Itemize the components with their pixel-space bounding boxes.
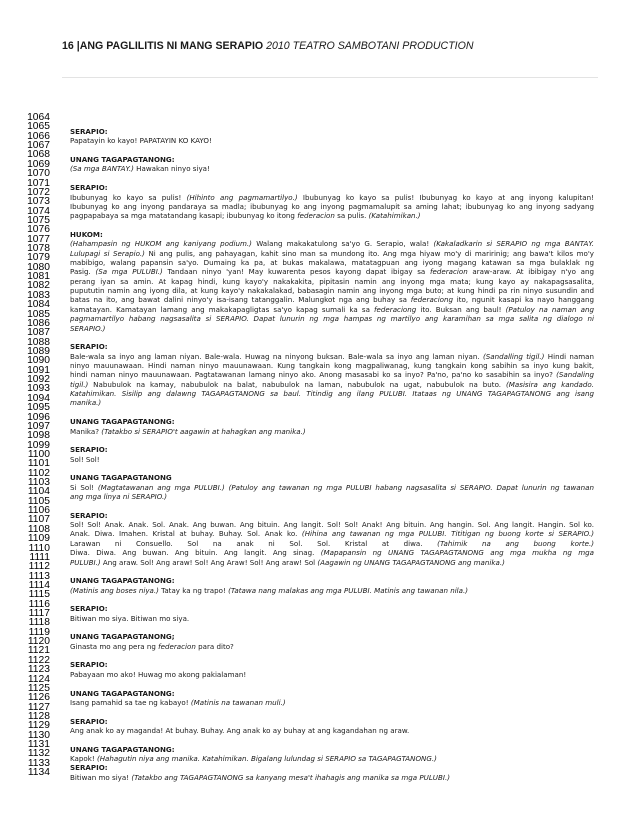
- dialogue-text: Manika?: [70, 426, 102, 436]
- stage-direction: (Tatakbo si SERAPIO't aagawin at hahagkan ang manika.): [101, 426, 306, 436]
- line-number: 1133: [27, 757, 50, 769]
- dialogue-text: batas na ito, ang bawat dalini ninyo'y isa-isang tatanggalin. Malungkot nga ang buhay sa: [70, 295, 411, 305]
- stage-direction: Katahimikan. Sisilip ang dalawng TAGAPAGTANONG sa baul. Titindig ang ilang PULUBI. Itataas ng UNANG TAGAPAGTANONG ang isang: [70, 389, 594, 399]
- dialogue-line: [70, 529, 594, 538]
- dialogue-line: [70, 258, 594, 267]
- line-number: 1089: [27, 345, 50, 357]
- dialogue-text: Ibubunyag ko kayo sa pulis!: [70, 192, 187, 202]
- stage-direction: (Hihinto ang pagmamartilyo.): [186, 192, 298, 202]
- line-number: 1065: [27, 121, 50, 133]
- stage-direction: federaciong: [374, 304, 417, 314]
- dialogue-line: [70, 389, 594, 398]
- dialogue-text: Larawan ni Consuello. Sol na anak ni Sol. Sol. Kristal at diwa.: [70, 538, 438, 548]
- line-number: 1116: [28, 598, 50, 610]
- dialogue-text: hindi naman ninyo mauunawaan. Pagtatawanan lamang ninyo ako. Anong masasabi ko sa inyo? Pa'no, pa'no ko sasabihin sa inyo?: [70, 370, 557, 380]
- stage-direction: (Tatakbo ang TAGAPAGTANONG sa kanyang mesa't ihahagis ang manika sa mga PULUBI.): [131, 772, 450, 782]
- stage-direction: (Katahimikan.): [368, 211, 421, 221]
- stage-direction: (Masisira ang kandado.: [506, 379, 594, 389]
- line-number: 1096: [27, 411, 50, 423]
- line-number: 1078: [27, 243, 50, 255]
- blank-line: [70, 567, 594, 576]
- dialogue-text: mabibigo, walang papansin sa'yo. Dumaing ka pa, at bukas makalawa, matatagpuan ang iyong magang katawan sa mga bulaklak ng: [70, 258, 594, 268]
- speaker-name: SERAPIO:: [70, 127, 108, 136]
- dialogue-text: Nabubulok na kamay, nabubulok na balat, nabubulok na laman, nabubulok na ugat, nabubulok na buto.: [88, 379, 507, 389]
- dialogue-text: pupututin namin ang iyong dila, at kung kayo'y nakakalakad, babasagin namin ang inyong mga buto; at kung hindi pa rin ninyo susundin and: [70, 286, 594, 296]
- stage-direction: (Hahampasin ng HUKOM ang kaniyang podium.): [70, 239, 252, 249]
- dialogue-line: [70, 164, 594, 173]
- line-number: 1102: [27, 467, 50, 479]
- stage-direction: (Kakaladkarin si SERAPIO ng mga BANTAY.: [433, 239, 594, 249]
- speaker-name: UNANG TAGAPAGTANONG:: [70, 744, 175, 754]
- line-number: 1087: [27, 327, 50, 339]
- line-number: 1091: [27, 364, 50, 376]
- line-number: 1073: [27, 196, 50, 208]
- speaker-name: HUKOM:: [70, 229, 103, 239]
- dialogue-line: [70, 614, 594, 623]
- document-title: |ANG PAGLILITIS NI MANG SERAPIO: [76, 40, 264, 52]
- stage-direction: federaciong: [410, 295, 453, 305]
- line-number: 1067: [27, 140, 50, 152]
- dialogue-line: [70, 249, 594, 258]
- dialogue-text: Pasig.: [70, 267, 96, 277]
- dialogue-text: kamatayan. Kamatayan lamang ang makakapagligtas sa'yo kapag sumali ka sa: [70, 304, 375, 314]
- line-number: 1085: [27, 308, 50, 320]
- stage-direction: (Patuloy ang tawanan ng mga PULUBI habang nagsasalita si SERAPIO. Dapat lunurin ng tawanan: [228, 482, 594, 492]
- line-number: 1128: [27, 711, 50, 722]
- dialogue-line: [70, 211, 594, 220]
- dialogue-text: Sol! Sol!: [70, 454, 100, 464]
- blank-line: [70, 707, 594, 716]
- stage-direction: (Sa mga PULUBI.): [95, 267, 163, 277]
- dialogue-text: ninyo mauunawaan. Hindi naman ninyo mauunawaan. Kung tangkain kong magpaliwanag, kung tangkain kong sabihin sa inyo kung bakit,: [70, 360, 594, 370]
- line-number: 1070: [27, 168, 50, 180]
- speaker-name: UNANG TAGAPAGTANONG:: [70, 155, 175, 165]
- line-number: 1105: [27, 495, 50, 507]
- speaker-name: UNANG TAGAPAGTANONG:: [70, 688, 175, 698]
- dialogue-text: Tatay ka ng trapo!: [158, 585, 229, 595]
- blank-line: [70, 408, 594, 417]
- dialogue-text: Bitiwan mo siya!: [70, 772, 132, 782]
- line-number: 1110: [28, 542, 50, 554]
- dialogue-line: [70, 455, 594, 464]
- stage-direction: (Sa mga BANTAY.): [70, 164, 134, 174]
- line-number: 1088: [27, 336, 50, 348]
- line-number: 1071: [27, 177, 50, 189]
- line-number: 1104: [27, 486, 50, 498]
- page-number: 16: [62, 40, 74, 52]
- line-number: 1068: [27, 149, 50, 161]
- dialogue-text: Walang makakatulong sa'yo G. Serapio, wala!: [251, 239, 434, 249]
- blank-line: [70, 146, 594, 155]
- dialogue-line: [70, 492, 594, 501]
- speaker-name: UNANG TAGAPAGTANONG: [70, 473, 172, 483]
- speaker-name: SERAPIO:: [70, 183, 108, 193]
- stage-direction: (Sandalling tigil.): [482, 351, 545, 361]
- stage-direction: (Sandaling: [556, 370, 594, 380]
- dialogue-text: Ang araw. Sol! Ang araw! Sol! Ang Araw! Sol! Ang araw! Sol: [100, 557, 318, 567]
- blank-line: [70, 436, 594, 445]
- stage-direction: SERAPIO.): [70, 323, 106, 333]
- line-number: 1074: [27, 205, 50, 217]
- dialogue-line: [70, 193, 594, 202]
- dialogue-line: [70, 558, 594, 567]
- dialogue-line: [70, 670, 594, 679]
- speaker-name: UNANG TAGAPAGTANONG;: [70, 632, 175, 642]
- line-number: 1131: [27, 739, 50, 751]
- stage-direction: (Tatawa nang malakas ang mga PULUBI. Matinis ang tawanan nila.): [228, 585, 469, 595]
- line-number: 1109: [27, 533, 50, 545]
- blank-line: [70, 651, 594, 660]
- dialogue-text: Diwa. Diwa. Ang buwan. Ang bituin. Ang langit. Ang sinag.: [70, 548, 321, 558]
- dialogue-text: Pabayaan mo ako! Huwag mo akong pakialaman!: [70, 669, 247, 679]
- dialogue-line: [70, 698, 594, 707]
- dialogue-text: Ginasta mo ang pera ng: [70, 641, 159, 651]
- stage-direction: (Hahagutin niya ang manika. Katahimikan. Bigalang lulundag si SERAPIO sa TAGAPAGTANONG.): [96, 754, 437, 764]
- dialogue-text: para dito?: [195, 641, 234, 651]
- speaker-name: SERAPIO:: [70, 604, 108, 614]
- line-number: 1101: [27, 458, 50, 470]
- stage-direction: (Aagawin ng UNANG TAGAPAGTANONG ang manika.): [317, 557, 505, 567]
- stage-direction: (Matinis na tawanan muli.): [190, 697, 286, 707]
- stage-direction: (Mapapansin ng UNANG TAGAPAGTANONG ang mga mukha ng mga: [320, 548, 594, 558]
- dialogue-line: [70, 773, 594, 782]
- dialogue-text: sa pulis.: [334, 211, 369, 221]
- line-number: 1134: [27, 767, 50, 779]
- line-number: 1094: [27, 392, 50, 404]
- line-number: 1100: [27, 448, 50, 460]
- line-number: 1126: [27, 692, 50, 704]
- blank-line: [70, 333, 594, 342]
- dialogue-line: [70, 295, 594, 304]
- dialogue-line: [70, 314, 594, 323]
- dialogue-line: [70, 586, 594, 595]
- dialogue-text: Tandaan ninyo 'yan! May kuwarenta pesos kayong dapat ibigay sa: [162, 267, 430, 277]
- line-number: 1075: [27, 214, 50, 226]
- line-number: 1069: [27, 158, 50, 170]
- line-number: 1124: [27, 673, 50, 685]
- line-number: 1090: [27, 355, 50, 367]
- line-number: 1114: [28, 579, 50, 591]
- dialogue-line: [70, 520, 594, 529]
- dialogue-line: [70, 352, 594, 361]
- dialogue-text: Isang pamahid sa tae ng kabayo!: [70, 697, 191, 707]
- line-number: 1077: [27, 233, 50, 245]
- dialogue-line: [70, 267, 594, 276]
- dialogue-line: [70, 239, 594, 248]
- line-number: 1093: [27, 383, 50, 395]
- dialogue-text: Ni ang pulis, ang pahayagan, kahit sino man sa mundong ito. Ang mga hiyaw mo'y di maririnig; ang bawa't kilos mo'y: [144, 248, 594, 258]
- line-number: 1106: [27, 505, 50, 517]
- stage-direction: ang mga linya ni SERAPIO.): [70, 492, 168, 502]
- line-number: 1079: [27, 252, 50, 264]
- production-subtitle: 2010 TEATRO SAMBOTANI PRODUCTION: [266, 40, 474, 52]
- line-number: 1108: [27, 523, 50, 535]
- line-number: 1127: [27, 701, 50, 713]
- line-number: 1129: [27, 720, 50, 732]
- line-number: 1122: [27, 654, 50, 666]
- dialogue-line: [70, 305, 594, 314]
- stage-direction: (Hihina ang tawanan ng mga PULUBI. Tititigan ng buong korte si SERAPIO.): [301, 529, 594, 539]
- header-divider: [62, 77, 598, 78]
- line-number: 1064: [27, 112, 50, 123]
- dialogue-line: [70, 539, 594, 548]
- dialogue-line: [70, 202, 594, 211]
- line-number: 1095: [27, 402, 50, 414]
- speaker-name: SERAPIO:: [70, 763, 108, 773]
- line-number: 1125: [27, 682, 50, 694]
- line-number: 1119: [28, 626, 50, 638]
- line-number: 1130: [27, 729, 50, 741]
- blank-line: [70, 501, 594, 510]
- dialogue-line: [70, 277, 594, 286]
- page-header: [62, 40, 474, 52]
- line-number: 1107: [27, 514, 50, 526]
- line-number: 1072: [27, 186, 50, 198]
- speaker-name: UNANG TAGAPAGTANONG:: [70, 576, 175, 586]
- line-number: 1111: [29, 551, 50, 563]
- dialogue-text: Hindi naman: [544, 351, 594, 361]
- line-number: 1103: [27, 477, 50, 489]
- line-number: 1121: [27, 645, 50, 657]
- line-number: 1080: [27, 261, 50, 273]
- line-number: 1098: [27, 430, 50, 442]
- stage-direction: federacion: [158, 641, 196, 651]
- dialogue-text: pagpapabaya sa mga matatandang kasapi; ibubunyag ko itong: [70, 211, 298, 221]
- line-number: 1118: [28, 617, 50, 629]
- dialogue-text: Kapok!: [70, 754, 97, 764]
- stage-direction: manika.): [70, 398, 102, 408]
- dialogue-text: Ibubunyag ko ang inyong pandaraya sa madla; ibubunyag ko ang inyong pagmamalupit sa aming lahat; ibubunyag ko ang inyong sadyang: [70, 201, 594, 211]
- line-number: 1120: [27, 636, 50, 648]
- speaker-name: SERAPIO:: [70, 716, 108, 726]
- blank-line: [70, 464, 594, 473]
- line-number: 1099: [27, 439, 50, 451]
- line-number: 1117: [28, 608, 50, 620]
- blank-line: [70, 595, 594, 604]
- line-number: 1082: [27, 280, 50, 292]
- line-number: 1066: [27, 130, 50, 142]
- stage-direction: tigil.): [70, 379, 89, 389]
- line-number: 1115: [28, 589, 50, 601]
- dialogue-text: perang iyan sa amin. At kapag hindi, kung kayo'y nakakakita, pipitasin namin ang inyong mga mata; kung kayo ay nakapagsasalita,: [70, 276, 594, 286]
- dialogue-text: Bale-wala sa inyo ang laman niyan. Bale-wala. Huwag na ninyong buksan. Bale-wala sa inyo ang laman niyan.: [70, 351, 483, 361]
- stage-direction: (Matinis ang boses niya.): [70, 585, 159, 595]
- dialogue-line: [70, 754, 594, 763]
- speaker-name: UNANG TAGAPAGTANONG:: [70, 417, 175, 427]
- speaker-name: SERAPIO:: [70, 510, 108, 520]
- dialogue-line: [70, 548, 594, 557]
- line-number: 1086: [27, 317, 50, 329]
- dialogue-text: ito, ngunit kasapi ka nayo hanggang: [453, 295, 594, 305]
- script-body: [70, 127, 594, 782]
- line-number-column: [0, 113, 50, 778]
- dialogue-text: ito. Buksan ang baul!: [416, 304, 506, 314]
- dialogue-line: [70, 136, 594, 145]
- dialogue-text: Sol! Sol! Anak. Anak. Sol. Anak. Ang buwan. Ang bituin. Ang langit. Sol! Sol! Anak! Ang bituin. Ang hangin. Sol. Ang langit. Hangin. Sol ko.: [70, 520, 594, 530]
- dialogue-line: [70, 324, 594, 333]
- stage-direction: (Magtatawanan ang mga PULUBI.): [97, 482, 225, 492]
- speaker-name: SERAPIO:: [70, 342, 108, 352]
- line-number: 1076: [27, 224, 50, 236]
- stage-direction: federacion: [297, 211, 335, 221]
- dialogue-line: [70, 380, 594, 389]
- dialogue-line: [70, 370, 594, 379]
- dialogue-line: [70, 361, 594, 370]
- line-number: 1097: [27, 420, 50, 432]
- dialogue-line: [70, 398, 594, 407]
- line-number: 1081: [27, 271, 50, 283]
- dialogue-text: Ang anak ko ay maganda! At buhay. Buhay. Ang anak ko ay buhay at ang kagandahan ng araw.: [70, 726, 410, 735]
- dialogue-text: araw-araw. At ibibigay n'yo ang: [467, 267, 594, 277]
- speaker-name: SERAPIO:: [70, 445, 108, 455]
- line-number: 1083: [27, 289, 50, 301]
- dialogue-text: Si Sol!: [70, 482, 98, 492]
- dialogue-text: Papatayin ko kayo! PAPATAYIN KO KAYO!: [70, 136, 212, 146]
- dialogue-text: Hawakan ninyo siya!: [133, 164, 210, 174]
- stage-direction: PULUBI.): [70, 557, 101, 567]
- stage-direction: federacion: [429, 267, 468, 277]
- blank-line: [70, 221, 594, 230]
- blank-line: [70, 623, 594, 632]
- dialogue-line: [70, 726, 594, 735]
- line-number: 1113: [28, 570, 50, 582]
- stage-direction: (Patuloy na naman ang: [505, 304, 594, 314]
- dialogue-text: Bitiwan mo siya. Bitiwan mo siya.: [70, 613, 190, 623]
- stage-direction: (Tahimik na ang buong korte.): [437, 538, 594, 548]
- stage-direction: Lulupagi si Serapio.): [70, 248, 145, 258]
- line-number: 1092: [27, 374, 50, 386]
- dialogue-text: Anak. Diwa. Imahen. Kristal at buhay. Buhay. Sol. Anak ko.: [70, 529, 302, 539]
- blank-line: [70, 735, 594, 744]
- line-number: 1112: [28, 561, 50, 573]
- dialogue-line: [70, 427, 594, 436]
- line-number: 1084: [27, 299, 50, 311]
- dialogue-line: [70, 286, 594, 295]
- line-number: 1132: [27, 748, 50, 760]
- dialogue-line: [70, 483, 594, 492]
- blank-line: [70, 679, 594, 688]
- blank-line: [70, 174, 594, 183]
- stage-direction: pagmamartilyo habang nagsasalita si SERAPIO. Dapat lunurin ng mga hampas ng martilyo ang karamihan sa mga salita ng dialogo ni: [70, 314, 594, 324]
- speaker-name: SERAPIO:: [70, 660, 108, 670]
- line-number: 1123: [27, 664, 50, 676]
- dialogue-line: [70, 642, 594, 651]
- dialogue-text: Ibubunyag ko kayo sa pulis! Ibubunyag ko kayo at ang inyong kalupitan!: [297, 192, 594, 202]
